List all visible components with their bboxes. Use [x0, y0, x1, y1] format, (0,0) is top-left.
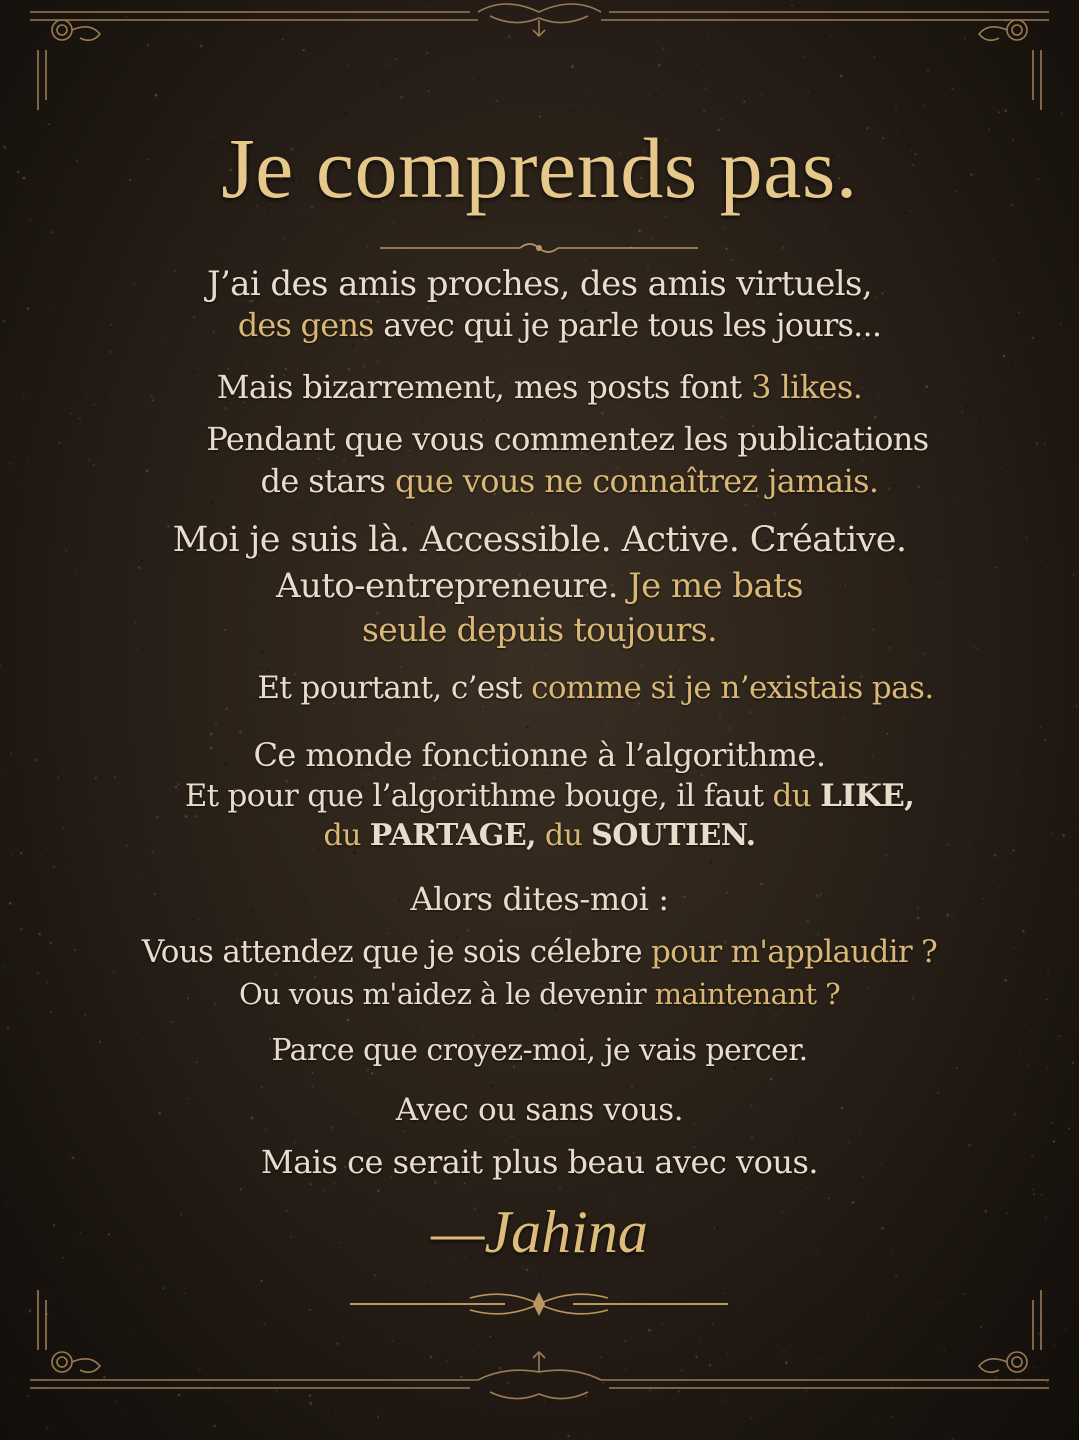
text-line — [0, 736, 1079, 774]
text-line — [0, 462, 1079, 500]
text-segment: Mais bizarrement, mes posts font — [216, 368, 752, 406]
text-segment: Mais ce serait plus beau avec vous. — [260, 1143, 819, 1181]
signature: —Jahina — [431, 1199, 648, 1265]
poster-title: Je comprends pas. — [221, 120, 858, 216]
text-line — [0, 880, 1079, 918]
text-segment: de stars — [260, 462, 395, 500]
text-line — [0, 420, 1079, 458]
text-segment: Alors dites-moi : — [410, 880, 669, 918]
text-segment: comme si je n’existais pas. — [531, 670, 934, 706]
text-segment: du — [323, 818, 370, 853]
text-line — [0, 818, 1079, 853]
text-line — [0, 977, 1079, 1011]
text-segment: seule depuis toujours. — [361, 610, 718, 649]
text-line — [0, 1143, 1079, 1181]
text-segment: du — [535, 818, 592, 853]
text-segment: Pendant que vous commentez les publications — [206, 420, 929, 458]
text-segment: Et pour que l’algorithme bouge, il faut — [184, 778, 773, 814]
text-line — [0, 670, 1079, 706]
text-segment: Je me bats — [628, 566, 804, 606]
text-segment: avec qui je parle tous les jours... — [383, 306, 882, 344]
text-segment: J’ai des amis proches, des amis virtuels, — [206, 264, 873, 304]
text-segment: Parce que croyez-moi, je vais percer. — [271, 1033, 808, 1068]
text-segment: des gens — [237, 306, 384, 344]
text-segment: Moi je suis là. Accessible. Active. Créative. — [172, 520, 907, 560]
text-segment: Ce monde fonctionne à l’algorithme. — [253, 736, 826, 774]
text-segment: Avec ou sans vous. — [395, 1092, 684, 1128]
text-line — [0, 520, 1079, 560]
text-segment: maintenant ? — [654, 977, 841, 1011]
text-segment: que vous ne connaîtrez jamais. — [394, 462, 879, 500]
text-line — [0, 264, 1079, 304]
text-segment: 3 likes. — [751, 368, 863, 406]
text-segment: Auto-entrepreneure. — [275, 566, 629, 606]
text-line — [0, 1092, 1079, 1128]
text-segment: pour m'applaudir ? — [651, 934, 938, 970]
text-segment: du — [772, 778, 821, 814]
text-line — [0, 934, 1079, 970]
text-segment: SOUTIEN. — [591, 818, 756, 853]
text-line — [0, 778, 1079, 814]
text-line — [0, 368, 1079, 406]
text-segment: Vous attendez que je sois célebre — [141, 934, 652, 970]
text-line — [0, 1033, 1079, 1068]
text-line — [0, 306, 1079, 344]
text-segment: LIKE, — [820, 778, 915, 814]
text-segment: PARTAGE, — [369, 818, 536, 853]
text-segment: Et pourtant, c’est — [257, 670, 532, 706]
text-segment: Ou vous m'aidez à le devenir — [238, 977, 655, 1011]
text-line — [0, 566, 1079, 606]
text-line — [0, 610, 1079, 649]
